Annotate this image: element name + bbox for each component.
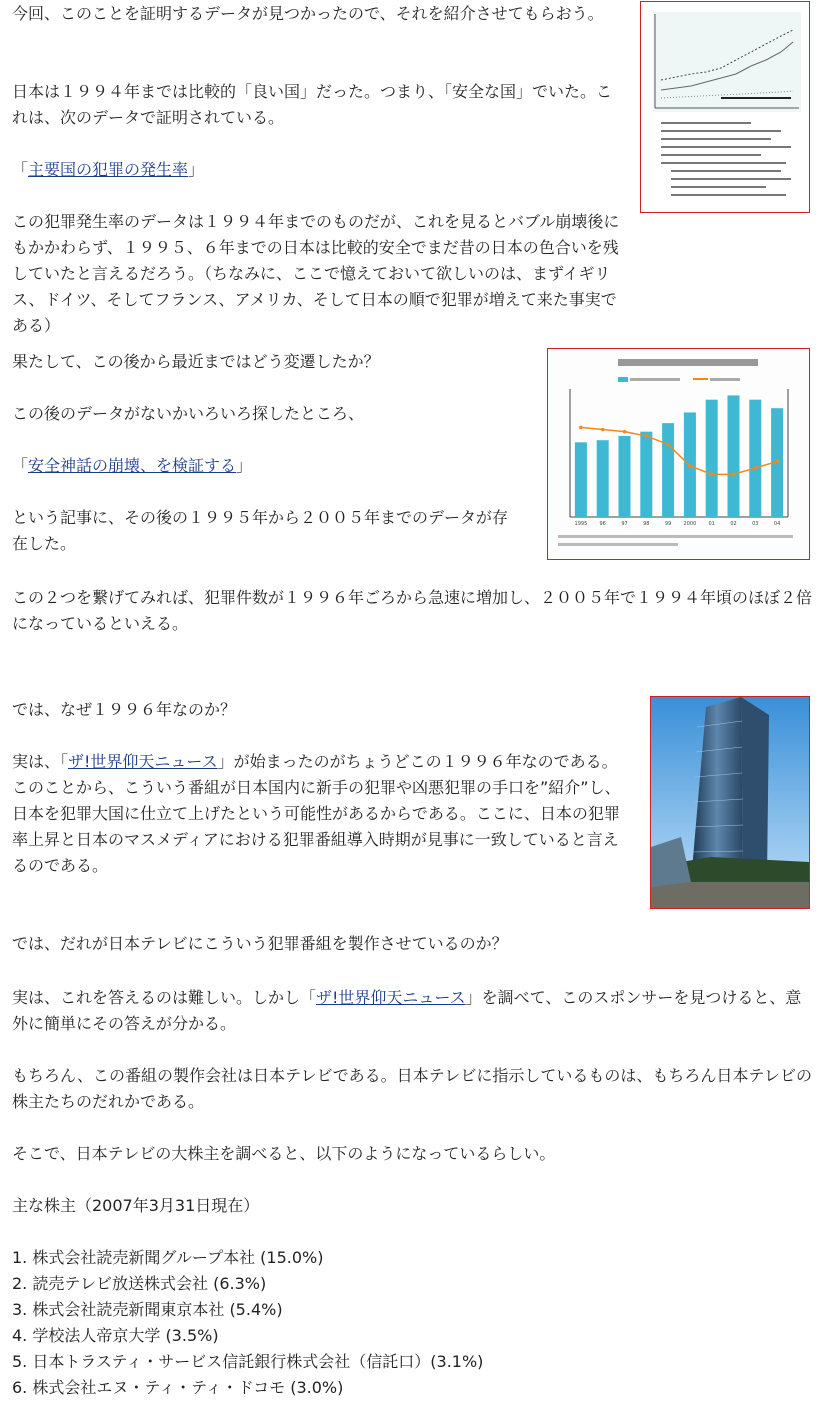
- text: 」を調べて、このスポンサーを見つけると、意外に簡単にその答えが分かる。: [12, 988, 802, 1033]
- chart-footnote: [558, 535, 793, 538]
- x-tick-label: 97: [621, 521, 628, 527]
- bracket-open: 「: [12, 160, 29, 179]
- bracket-open: 「: [12, 456, 29, 475]
- line-point: [666, 443, 670, 447]
- paragraph-crime-rate-analysis: [12, 209, 624, 335]
- text: 日本は１９９４年までは比較的「良い国」だった。つまり、「安全な国」でいた。これは、次のデータで証明されている。: [12, 82, 613, 127]
- crime-rate-link[interactable]: 主要国の犯罪の発生率: [28, 160, 189, 179]
- shareholder-item: 4. 学校法人帝京大学 (3.5%): [12, 1326, 219, 1345]
- text: では、だれが日本テレビにこういう犯罪番組を製作させているのか？: [12, 934, 508, 953]
- bracket-close: 」: [188, 160, 205, 179]
- paragraph-production-company: [12, 1063, 812, 1115]
- text: この犯罪発生率のデータは１９９４年までのものだが、これを見るとバブル崩壊後にもかかわらず、１９９５、６年までの日本は比較的安全でまだ昔の日本の色合いを残していたと言えるだろう。（ちなみに、ここで憶えておいて欲しいのは、まずイギリス、ドイツ、そしてフランス、アメリカ、そして日本の順で犯罪が増えて来た事実である）: [12, 212, 620, 335]
- paragraph-doubling: [12, 585, 812, 637]
- shareholder-item: 1. 株式会社読売新聞グループ本社 (15.0%): [12, 1248, 324, 1267]
- text: では、なぜ１９９６年なのか？: [12, 700, 237, 719]
- legend-line-text: [710, 378, 740, 381]
- text: この２つを繋げてみれば、犯罪件数が１９９６年ごろから急速に増加し、２００５年で１９９４年頃のほぼ２倍になっているといえる。: [12, 588, 813, 633]
- tv-show-link[interactable]: ザ!世界仰天ニュース: [68, 752, 218, 771]
- crime-rate-figure-graphic: [641, 2, 809, 212]
- crime-count-chart-svg: [548, 349, 809, 559]
- line-point: [645, 434, 649, 438]
- text: という記事に、その後の１９９５年から２００５年までのデータが存在した。: [12, 508, 509, 553]
- text: もちろん、この番組の製作会社は日本テレビである。日本テレビに指示しているものは、もちろん日本テレビの株主たちのだれかである。: [12, 1066, 813, 1111]
- chart-bar: [749, 400, 761, 517]
- text: 主な株主（2007年3月31日現在）: [12, 1196, 260, 1215]
- text: 今回、このことを証明するデータが見つかったので、それを紹介させてもらおう。: [12, 4, 604, 23]
- chart-title-block: [618, 359, 758, 366]
- line-point: [623, 430, 627, 434]
- paragraph-link-crime-rate: [12, 157, 624, 183]
- safety-myth-link[interactable]: 安全神話の崩壊、を検証する: [28, 456, 237, 475]
- chart-bar: [706, 400, 718, 517]
- x-tick-label: 96: [599, 521, 606, 527]
- shareholder-item: 6. 株式会社エヌ・ティ・ティ・ドコモ (3.0%): [12, 1378, 344, 1397]
- text: この後のデータがないかいろいろ探したところ、: [12, 404, 365, 423]
- chart-source: [558, 543, 678, 546]
- x-tick-label: 98: [643, 521, 650, 527]
- text: そこで、日本テレビの大株主を調べると、以下のようになっているらしい。: [12, 1144, 556, 1163]
- line-point: [732, 473, 736, 477]
- x-tick-label: 2000: [683, 521, 697, 527]
- paragraph-tv-show: [12, 749, 624, 879]
- paragraph-link-safety-myth: [12, 453, 532, 479]
- chart-bar: [619, 436, 631, 517]
- paragraph-safe-country: [12, 79, 624, 131]
- line-point: [688, 464, 692, 468]
- paragraph-shareholders-heading: [12, 1193, 812, 1219]
- text: 実は、これを答えるのは難しい。しかし「: [12, 988, 317, 1007]
- line-point: [579, 426, 583, 430]
- paragraph-article-data: [12, 505, 522, 557]
- text: 実は、「: [12, 752, 69, 771]
- article-body: [12, 0, 812, 1406]
- ntv-building-graphic: [651, 697, 809, 908]
- line-point: [601, 428, 605, 432]
- x-tick-label: 01: [708, 521, 715, 527]
- paragraph-why-1996: [12, 697, 624, 723]
- paragraph-who-produces: [12, 931, 812, 957]
- tv-show-link-2[interactable]: ザ!世界仰天ニュース: [316, 988, 466, 1007]
- chart-bar: [597, 440, 609, 517]
- shareholder-item: 3. 株式会社読売新聞東京本社 (5.4%): [12, 1300, 283, 1319]
- line-point: [775, 460, 779, 464]
- chart-bar: [575, 442, 587, 517]
- x-tick-label: 1995: [574, 521, 588, 527]
- bracket-close: 」: [236, 456, 253, 475]
- crime-rate-figure[interactable]: [640, 1, 810, 213]
- ntv-building-photo[interactable]: [650, 696, 810, 909]
- legend-bar-text: [630, 378, 680, 381]
- x-tick-label: 99: [664, 521, 672, 527]
- text: 果たして、この後から最近まではどう変遷したか？: [12, 352, 380, 371]
- line-point: [754, 466, 758, 470]
- paragraph-sponsor: [12, 985, 812, 1037]
- chart-bar: [662, 423, 674, 517]
- text: 」が始まったのがちょうどこの１９９６年なのである。このことから、こういう番組が日本国内に新手の犯罪や凶悪犯罪の手口を”紹介”し、日本を犯罪大国に仕立て上げたという可能性があるからである。ここに、日本の犯罪率上昇と日本のマスメディアにおける犯罪番組導入時期が見事に一致していると言えるのである。: [12, 752, 621, 875]
- shareholder-item: 5. 日本トラスティ・サービス信託銀行株式会社（信託口）(3.1%): [12, 1352, 484, 1371]
- legend-bar-swatch: [618, 377, 628, 382]
- paragraph-question-change: [12, 349, 532, 375]
- x-tick-label: 02: [730, 521, 737, 527]
- clearance-rate-line: [581, 427, 777, 474]
- x-tick-label: 03: [752, 521, 759, 527]
- chart-bar: [728, 395, 740, 517]
- paragraph-intro: [12, 1, 624, 27]
- line-point: [710, 473, 714, 477]
- crime-count-chart[interactable]: [547, 348, 810, 560]
- chart-bar: [640, 432, 652, 517]
- shareholder-item: 2. 読売テレビ放送株式会社 (6.3%): [12, 1274, 267, 1293]
- paragraph-major-shareholders: [12, 1141, 812, 1167]
- shareholder-list: [12, 1245, 812, 1401]
- x-tick-label: 04: [773, 521, 781, 527]
- paragraph-search: [12, 401, 532, 427]
